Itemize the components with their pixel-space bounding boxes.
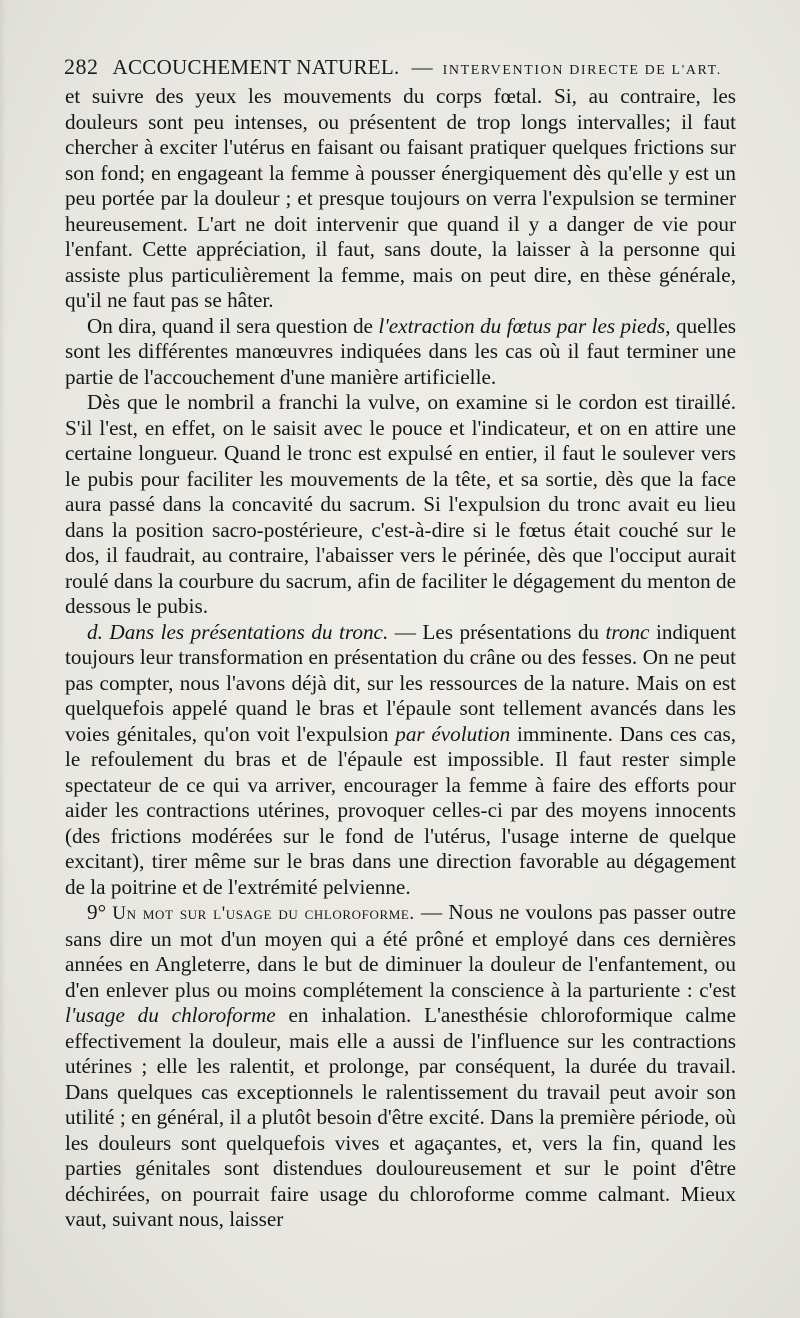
paragraph-3: Dès que le nombril a franchi la vulve, on examine si le cordon est tiraillé. S'il l'est, en effet, on le saisit avec le pouce et l'indicateur, et on en attire une certaine longueur. Quand le tronc est expulsé en entier, il faut le soulever vers le pubis pour faciliter les mouvements de la tête, et sa sortie, dès que la face aura passé dans la concavité du sacrum. Si l'expulsion du tronc avait eu lieu dans la position sacro-postérieure, c'est-à-dire si le fœtus était couché sur le dos, il faudrait, au contraire, l'abaisser vers le périnée, dès que l'occiput aurait roulé dans la courbure du sacrum, afin de faciliter le dégagement du menton de dessous le pubis. (65, 390, 736, 618)
paragraph-1: et suivre des yeux les mouvements du corps fœtal. Si, au contraire, les douleurs sont peu intenses, ou présentent de trop longs intervalles; il faut chercher à exciter l'utérus en faisant ou faisant pratiquer quelques frictions sur son fond; en engageant la femme à pousser énergiquement dès qu'elle y est un peu portée par la douleur ; et presque toujours on verra l'expulsion se terminer heureusement. L'art ne doit intervenir que quand il y a danger de vie pour l'enfant. Cette appréciation, il faut, sans doute, la laisser à la personne qui assiste plus particulièrement la femme, mais on peut dire, en thèse générale, qu'il ne faut pas se hâter. (65, 84, 736, 312)
section-title: INTERVENTION DIRECTE DE L'ART. (442, 63, 722, 78)
paragraph-4-text-c: imminente. Dans ces cas, le refoulement du bras et de l'épaule est impossible. Il faut rester simple spectateur de ce qui va arriver, encourager la femme à faire des efforts pour aider les contractions utérines, provoquer celles-ci par des moyens innocents (des frictions modérées sur le fond de l'utérus, l'usage interne de quelque excitant), tirer même sur le bras dans une direction favorable au dégagement de la poitrine et de l'extrémité pelvienne. (65, 721, 737, 899)
paragraph-5-text-b: en inhalation. L'anesthésie chloroformique calme effectivement la douleur, mais elle a aussi de l'influence sur les contractions utérines ; elle les ralentit, et prolonge, par conséquent, la durée du travail. Dans quelques cas exceptionnels le ralentissement du travail peut avoir son utilité ; en général, il a plutôt besoin d'être excité. Dans la première période, où les douleurs sont quelquefois vives et agaçantes, et, vers la fin, quand les parties génitales sont distendues douloureusement et sur le point d'être déchirées, on pourrait faire usage du chloroforme comme calmant. Mieux vaut, suivant nous, laisser (65, 1003, 736, 1231)
section-number: 9° (87, 900, 107, 924)
paragraph-5 (65, 900, 736, 1233)
chloroform-heading: Un mot sur l'usage du chloroforme. (112, 903, 415, 924)
paragraph-4-text-b: indiquent toujours leur transformation en présentation du crâne ou des fesses. On ne peut pas compter, nous l'avons déjà dit, sur les ressources de la nature. Mais on est quelquefois appelé quand le bras et l'épaule sont tellement avancés dans les voies génitales, qu'on voit l'expulsion (65, 619, 736, 746)
paragraph-4-italic-b: par évolution (395, 721, 511, 746)
header-separator: — (411, 55, 433, 79)
paragraph-4-text-a: — Les présentations du (388, 619, 606, 644)
paragraph-5-text-a: — Nous ne voulons pas passer outre sans dire un mot d'un moyen qui a été prôné et employé dans ces dernières années en Angleterre, dans le but de diminuer la douleur de l'enfantement, ou d'en enlever plus ou moins complétement la conscience à la parturiente : c'est (65, 900, 737, 1002)
running-title: ACCOUCHEMENT NATUREL. (112, 55, 400, 79)
paragraph-5-italic: l'usage du chloroforme (65, 1003, 276, 1027)
body-text (65, 84, 736, 1233)
gutter-shadow (0, 0, 6, 1318)
paragraph-4-italic-a: tronc (605, 619, 650, 644)
paragraph-2 (65, 314, 736, 391)
paragraph-2-text-b: , quelles sont les différentes manœuvres indiquées dans les cas où il faut terminer une partie de l'accouchement d'une manière artificielle. (65, 313, 736, 389)
trunk-presentation-heading: d. Dans les présentations du tronc. (87, 619, 389, 644)
paragraph-2-text-a: On dira, quand il sera question de (87, 313, 379, 338)
page-number: 282 (64, 54, 99, 79)
paragraph-4 (65, 620, 736, 901)
running-header (64, 54, 744, 86)
paragraph-2-italic: l'extraction du fœtus par les pieds (378, 313, 666, 338)
